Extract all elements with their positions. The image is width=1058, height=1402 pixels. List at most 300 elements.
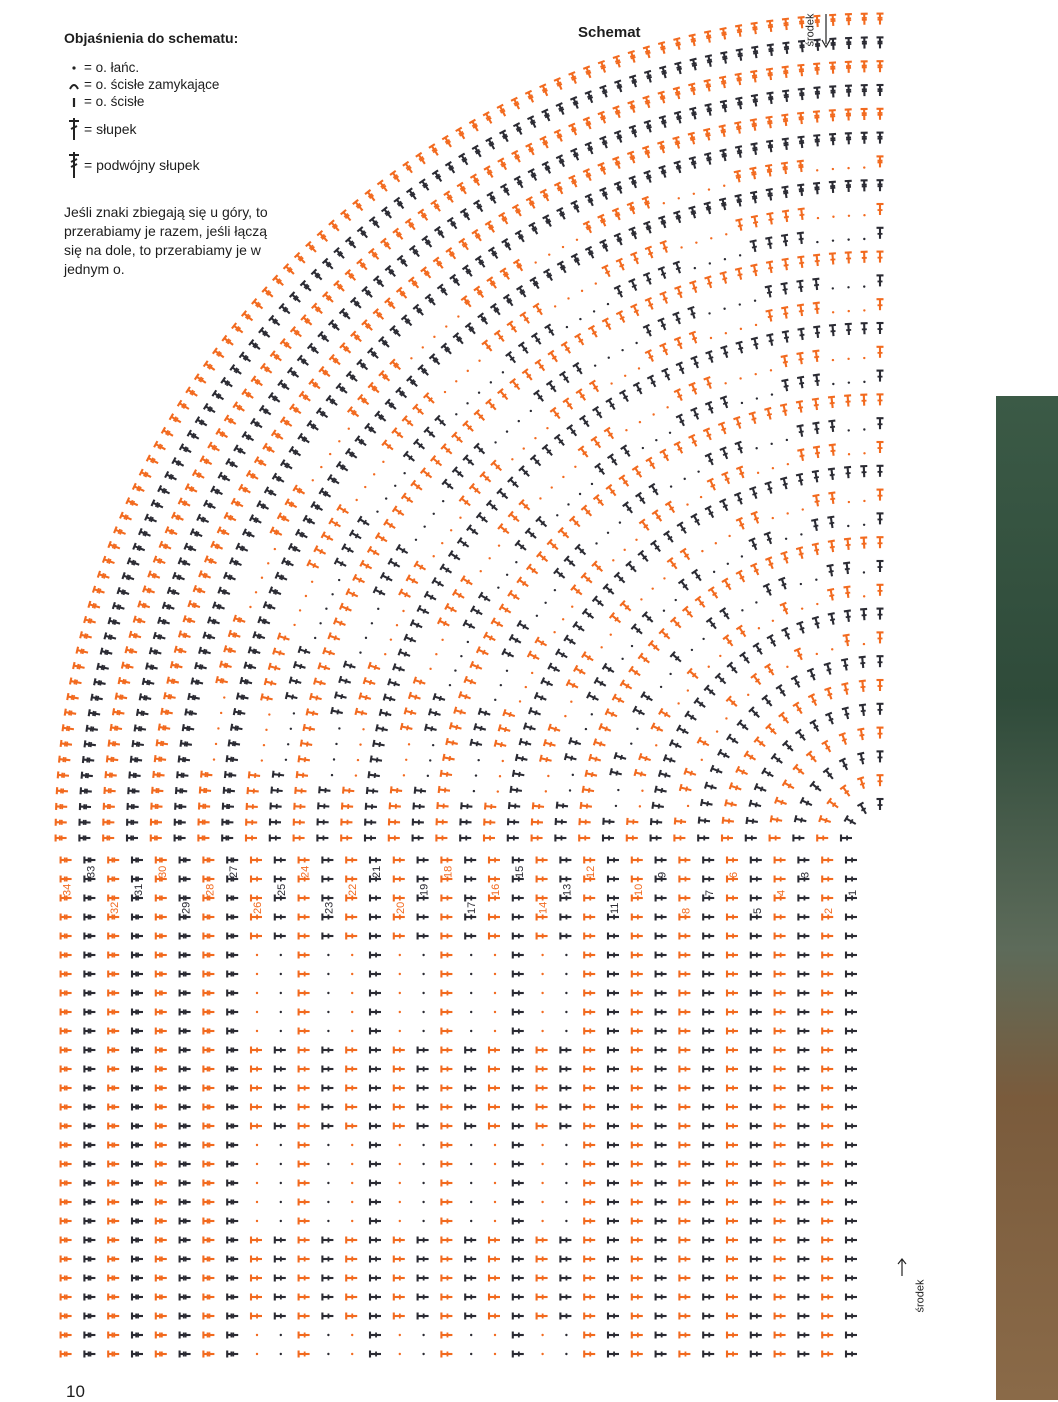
chain-stitch [669,432,671,434]
treble-stitch [143,678,154,685]
treble-stitch [498,158,506,169]
chain-stitch [565,1163,567,1165]
treble-stitch [203,1047,214,1054]
double-stitch [582,652,593,661]
double-stitch [798,971,809,978]
treble-stitch [203,990,214,997]
double-stitch [329,518,340,527]
double-stitch [860,466,867,477]
double-stitch [394,1313,405,1320]
double-stitch [550,408,559,419]
treble-stitch [249,340,260,350]
chain-stitch [848,215,850,217]
double-stitch [608,1085,619,1092]
double-stitch [584,895,595,902]
double-stitch [633,706,644,714]
treble-stitch [84,952,95,959]
treble-stitch [61,1294,72,1301]
chain-stitch [249,606,251,608]
double-stitch [877,585,884,596]
row-number: 10 [633,884,645,896]
treble-stitch [264,601,276,609]
treble-stitch [247,470,258,479]
chain-stitch [268,713,270,715]
treble-stitch [61,1009,72,1016]
double-stitch [674,286,682,298]
chain-stitch [600,646,602,648]
treble-stitch [829,62,836,73]
treble-stitch [84,1218,95,1225]
double-stitch [627,835,638,842]
double-stitch [465,857,476,864]
double-stitch [418,1294,429,1301]
treble-stitch [108,1275,119,1282]
double-stitch [608,895,619,902]
double-stitch [679,895,690,902]
chain-stitch [755,601,757,603]
treble-stitch [61,857,72,864]
double-stitch [827,589,834,600]
treble-stitch [61,1161,72,1168]
treble-stitch [845,86,852,97]
double-stitch [286,692,298,699]
double-stitch [877,680,884,691]
double-stitch [614,572,624,582]
double-stitch [370,1161,381,1168]
double-stitch [751,1237,762,1244]
chain-stitch [422,1030,424,1032]
treble-stitch [749,168,756,179]
chain-stitch [256,1011,258,1013]
treble-stitch [765,165,772,176]
double-stitch [727,933,738,940]
double-stitch [736,342,743,354]
double-stitch [298,755,309,762]
double-stitch [656,1047,667,1054]
chain-stitch [536,615,538,617]
double-stitch [683,606,693,617]
treble-stitch [658,42,665,54]
double-stitch [857,753,864,765]
treble-stitch [554,78,562,89]
treble-stitch [513,260,522,271]
double-stitch [467,525,478,534]
double-stitch [461,802,472,809]
treble-stitch [195,374,206,383]
double-stitch [755,783,767,791]
double-stitch [432,577,443,586]
treble-stitch [583,221,591,232]
treble-stitch [515,231,524,242]
treble-stitch [877,156,884,167]
double-stitch [703,1123,714,1130]
treble-stitch [357,259,367,270]
treble-stitch [180,1142,191,1149]
double-stitch [424,427,435,437]
double-stitch [535,637,546,646]
double-stitch [441,1332,452,1339]
treble-stitch [556,155,564,166]
double-stitch [812,279,819,290]
double-stitch [798,1180,809,1187]
double-stitch [542,445,552,456]
treble-stitch [61,1104,72,1111]
double-stitch [736,626,745,637]
row-number: 9 [657,872,669,878]
double-stitch [632,1351,643,1358]
double-stitch [779,712,789,723]
treble-stitch [185,709,196,716]
double-stitch [691,408,699,419]
treble-stitch [642,146,650,158]
chain-stitch [355,499,357,501]
double-stitch [489,1294,500,1301]
double-stitch [370,1180,381,1187]
chain-stitch [863,452,865,454]
treble-stitch [61,1047,72,1054]
treble-stitch [317,231,327,241]
treble-stitch [218,527,229,535]
double-stitch [812,543,819,554]
treble-stitch [720,28,727,39]
double-stitch [470,661,481,669]
chain-stitch [621,658,623,660]
double-stitch [691,514,700,525]
treble-stitch [208,442,219,451]
chain-stitch [663,577,665,579]
treble-stitch [84,1275,95,1282]
chain-stitch [256,973,258,975]
double-stitch [513,1218,524,1225]
double-stitch [560,1123,571,1130]
double-stitch [606,709,617,717]
chain-stitch [338,727,340,729]
double-stitch [322,895,333,902]
double-stitch [798,1066,809,1073]
treble-stitch [269,587,281,595]
chain-stitch [422,1163,424,1165]
double-stitch [762,695,772,706]
double-stitch [822,1256,833,1263]
chain-stitch [385,497,387,499]
chain-stitch [639,421,641,423]
double-stitch [537,1313,548,1320]
double-stitch [584,1085,595,1092]
double-stitch [465,876,476,883]
treble-stitch [227,857,238,864]
double-stitch [660,449,668,460]
chain-stitch [677,702,679,704]
treble-stitch [628,51,636,63]
treble-stitch [234,445,245,454]
treble-stitch [554,182,562,193]
double-stitch [877,347,884,358]
double-stitch [632,933,643,940]
treble-stitch [242,311,253,321]
treble-stitch [203,1313,214,1320]
double-stitch [587,692,598,700]
double-stitch [608,1199,619,1206]
double-stitch [822,1180,833,1187]
double-stitch [299,1275,310,1282]
double-stitch [417,605,428,613]
treble-stitch [203,1009,214,1016]
double-stitch [798,1047,809,1054]
double-stitch [608,1104,619,1111]
chain-stitch [525,686,527,688]
double-stitch [583,786,594,793]
double-stitch [346,876,357,883]
double-stitch [322,876,333,883]
treble-stitch [103,835,114,842]
double-stitch [651,818,662,825]
double-stitch [807,669,815,681]
double-stitch [825,713,833,725]
treble-stitch [186,484,197,492]
double-stitch [775,1294,786,1301]
treble-stitch [705,55,712,66]
double-stitch [822,876,833,883]
double-stitch [859,681,866,692]
treble-stitch [278,513,289,521]
double-stitch [720,608,729,619]
double-stitch [860,395,867,406]
treble-stitch [180,1313,191,1320]
double-stitch [335,692,347,699]
double-stitch [689,332,697,344]
double-stitch [567,680,578,688]
double-stitch [425,591,436,599]
center-label: środek [805,13,817,46]
double-stitch [733,417,741,429]
double-stitch [251,1237,262,1244]
double-stitch [465,1256,476,1263]
treble-stitch [554,130,562,141]
treble-stitch [108,1047,119,1054]
double-stitch [727,857,738,864]
double-stitch [608,454,617,465]
treble-stitch [829,110,836,121]
double-stitch [584,1275,595,1282]
treble-stitch [108,1180,119,1187]
treble-stitch [218,587,230,595]
chain-stitch [457,315,459,317]
double-stitch [411,620,422,628]
double-stitch [727,1313,738,1320]
double-stitch [275,1123,286,1130]
row-number: 13 [561,884,573,896]
double-stitch [616,311,624,322]
double-stitch [370,1123,381,1130]
double-stitch [446,738,457,745]
double-stitch [727,952,738,959]
row-number: 27 [228,866,240,878]
treble-stitch [147,455,158,463]
chain-stitch [541,1011,543,1013]
treble-stitch [221,377,232,386]
double-stitch [299,1161,310,1168]
double-stitch [465,895,476,902]
double-stitch [679,990,690,997]
treble-stitch [457,183,466,194]
double-stitch [399,589,410,597]
double-stitch [822,1294,833,1301]
double-stitch [659,629,669,639]
double-stitch [307,709,318,716]
chain-stitch [280,1030,282,1032]
double-stitch [689,281,697,293]
chain-stitch [801,607,803,609]
chain-stitch [772,467,774,469]
double-stitch [764,408,771,420]
chain-stitch [422,954,424,956]
double-stitch [751,674,761,685]
row-number: 7 [704,890,716,896]
double-stitch [720,396,728,408]
double-stitch [698,835,709,842]
treble-stitch [472,230,481,241]
double-stitch [843,635,850,646]
double-stitch [370,1332,381,1339]
chain-stitch [564,715,566,717]
double-stitch [513,1199,524,1206]
double-stitch [394,1294,405,1301]
treble-stitch [191,529,202,537]
treble-stitch [340,343,350,353]
chain-stitch [848,381,850,383]
double-stitch [465,1313,476,1320]
treble-stitch [199,570,211,578]
chain-stitch [723,308,725,310]
double-stitch [441,1237,452,1244]
treble-stitch [288,368,299,378]
double-stitch [584,914,595,921]
chain-stitch [490,381,492,383]
double-stitch [798,1237,809,1244]
treble-stitch [199,647,211,654]
double-stitch [533,802,544,809]
double-stitch [846,952,857,959]
treble-stitch [375,411,386,421]
treble-stitch [673,211,681,223]
double-stitch [322,532,333,540]
double-stitch [822,1142,833,1149]
treble-stitch [158,617,170,624]
treble-stitch [845,133,852,144]
chain-stitch [547,775,549,777]
double-stitch [346,1313,357,1320]
double-stitch [246,835,257,842]
chain-stitch [666,406,668,408]
double-stitch [705,782,717,789]
chain-stitch [579,493,581,495]
chain-stitch [832,311,834,313]
treble-stitch [269,393,280,402]
treble-stitch [688,84,695,96]
double-stitch [846,1028,857,1035]
christmas-photo [996,396,1058,1400]
chain-stitch [772,517,774,519]
center-marker-top [808,10,834,50]
double-stitch [584,1180,595,1187]
treble-stitch [312,303,322,313]
row-number: 22 [347,884,359,896]
double-stitch [705,453,713,464]
double-stitch [368,546,379,554]
treble-stitch [368,382,379,392]
treble-stitch [766,69,773,80]
chain-stitch [832,359,834,361]
double-stitch [734,493,742,505]
chain-stitch [263,744,265,746]
treble-stitch [227,1332,238,1339]
double-stitch [632,1123,643,1130]
treble-stitch [84,1351,95,1358]
chain-stitch [545,790,547,792]
treble-stitch [750,119,757,130]
double-stitch [877,537,884,548]
treble-stitch [204,361,215,370]
double-stitch [656,895,667,902]
chain-stitch [427,775,429,777]
chain-stitch [832,216,834,218]
chain-stitch [652,413,654,415]
chain-stitch [256,992,258,994]
double-stitch [703,1218,714,1225]
double-stitch [775,1104,786,1111]
chain-stitch [497,790,499,792]
double-stitch [846,876,857,883]
double-stitch [765,237,772,248]
treble-stitch [203,1180,214,1187]
chain-stitch [691,649,693,651]
double-stitch [463,620,474,628]
double-stitch [249,771,260,778]
legend [64,30,294,279]
double-stitch [749,800,761,807]
double-stitch [370,1275,381,1282]
treble-stitch [132,914,143,921]
treble-stitch [734,171,741,182]
legend-item-single-crochet [64,94,294,109]
double-stitch [508,511,519,521]
double-stitch [388,558,399,566]
treble-stitch [750,192,757,203]
double-stitch [441,1142,452,1149]
double-stitch [822,1047,833,1054]
treble-stitch [281,417,292,426]
double-stitch [736,219,743,231]
treble-stitch [127,819,138,826]
double-stitch [798,1256,809,1263]
double-stitch [859,657,866,668]
double-stitch [679,1256,690,1263]
treble-stitch [319,367,330,377]
chain-stitch [610,382,612,384]
double-stitch [299,990,310,997]
double-stitch [278,633,290,641]
double-stitch [775,1275,786,1282]
chain-stitch [708,312,710,314]
chain-stitch [739,254,741,256]
double-stitch [584,990,595,997]
double-stitch [465,1123,476,1130]
double-stitch [441,1047,452,1054]
double-stitch [751,876,762,883]
treble-stitch [128,558,140,566]
chain-stitch [333,758,335,760]
treble-stitch [276,572,287,580]
